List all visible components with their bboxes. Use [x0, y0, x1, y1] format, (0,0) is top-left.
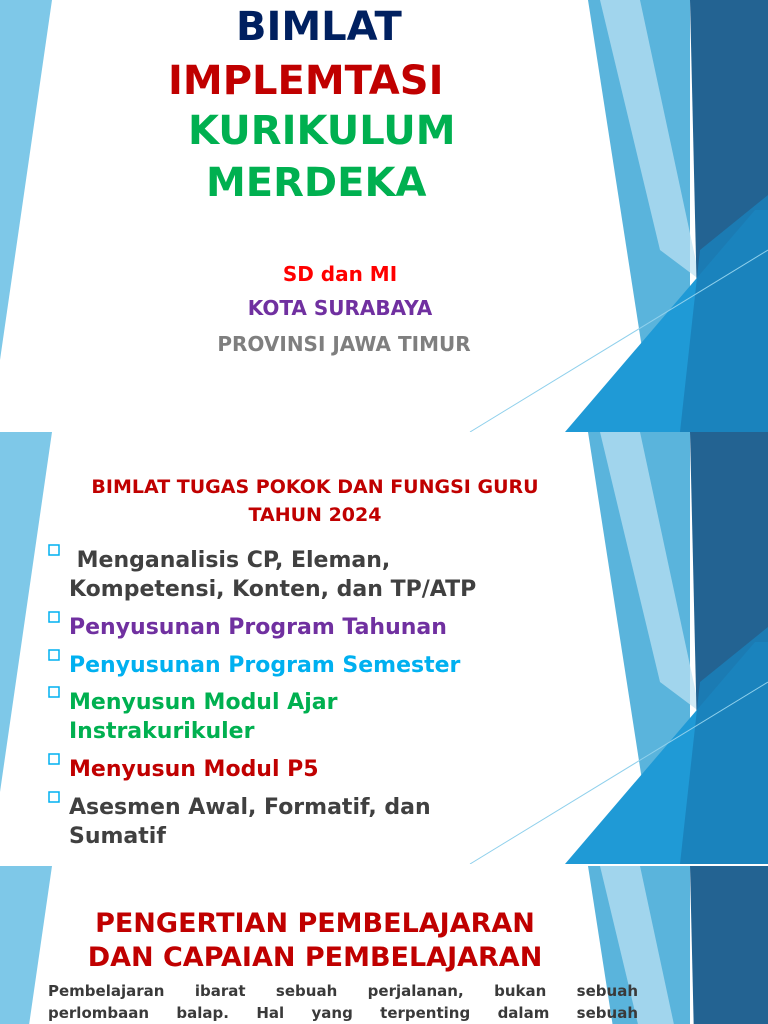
list-item-line2: Kompetensi, Konten, dan TP/ATP [69, 577, 477, 602]
list-item-line2: Sumatif [69, 824, 166, 849]
list-item [48, 613, 548, 642]
heading-capaian: DAN CAPAIAN PEMBELAJARAN [87, 942, 543, 973]
title-merdeka: MERDEKA [206, 160, 427, 206]
list-item-line1: Asesmen Awal, Formatif, dan [69, 795, 431, 820]
left-sliver-shape [0, 0, 52, 360]
slide-pengertian [0, 866, 768, 1024]
hollow-square-bullet-icon [48, 649, 60, 661]
list-item-line1: Penyusunan Program Semester [69, 653, 461, 678]
hollow-square-bullet-icon [48, 544, 60, 556]
heading-tupoksi: BIMLAT TUGAS POKOK DAN FUNGSI GURU [91, 476, 539, 498]
title-bimlat: BIMLAT [236, 4, 402, 50]
list-item-line1: Menyusun Modul P5 [69, 757, 319, 782]
list-item [48, 546, 548, 604]
list-item-line1: Penyusunan Program Tahunan [69, 615, 447, 640]
list-item-line1: Menyusun Modul Ajar [69, 690, 338, 715]
heading-year: TAHUN 2024 [248, 504, 382, 526]
list-item-line2: Instrakurikuler [69, 719, 255, 744]
list-item [48, 688, 548, 746]
title-kurikulum: KURIKULUM [188, 108, 456, 154]
list-item-line1: Menganalisis CP, Eleman, [69, 548, 391, 573]
hollow-square-bullet-icon [48, 686, 60, 698]
hollow-square-bullet-icon [48, 791, 60, 803]
paragraph-line: Pembelajaran ibarat sebuah perjalanan, bukan sebuah [48, 982, 638, 1000]
subtitle-province: PROVINSI JAWA TIMUR [217, 332, 471, 356]
slide-tupoksi [0, 432, 768, 866]
list-item [48, 793, 548, 851]
paragraph-line: perlombaan balap. Hal yang terpenting dalam sebuah [48, 1004, 638, 1022]
right-dark-panel [690, 866, 768, 1024]
subtitle-school-level: SD dan MI [282, 262, 398, 286]
title-implemtasi: IMPLEMTASI [168, 58, 444, 104]
list-item [48, 651, 548, 680]
slide-title [0, 0, 768, 432]
subtitle-city: KOTA SURABAYA [247, 296, 433, 320]
list-item [48, 755, 548, 784]
heading-pengertian: PENGERTIAN PEMBELAJARAN [95, 908, 535, 939]
hollow-square-bullet-icon [48, 753, 60, 765]
hollow-square-bullet-icon [48, 611, 60, 623]
